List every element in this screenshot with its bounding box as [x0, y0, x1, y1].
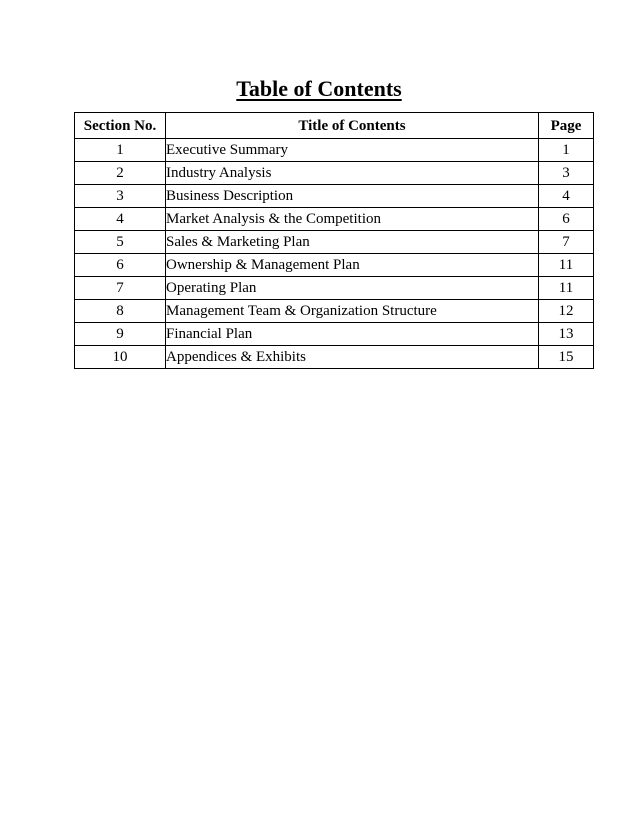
section-number: 2	[75, 162, 166, 185]
section-number: 8	[75, 300, 166, 323]
section-number: 3	[75, 185, 166, 208]
page-number: 11	[539, 254, 594, 277]
toc-header-row	[75, 113, 594, 139]
section-title: Financial Plan	[166, 323, 539, 346]
page-title: Table of Contents	[236, 76, 402, 101]
section-number: 6	[75, 254, 166, 277]
page-number: 13	[539, 323, 594, 346]
section-number: 9	[75, 323, 166, 346]
page-number: 12	[539, 300, 594, 323]
section-title: Appendices & Exhibits	[166, 346, 539, 369]
table-row	[75, 162, 594, 185]
toc-table	[74, 112, 594, 369]
table-row	[75, 254, 594, 277]
section-number: 7	[75, 277, 166, 300]
section-title: Industry Analysis	[166, 162, 539, 185]
section-number: 10	[75, 346, 166, 369]
table-row	[75, 277, 594, 300]
header-title-of-contents: Title of Contents	[166, 113, 539, 139]
page-number: 11	[539, 277, 594, 300]
table-row	[75, 300, 594, 323]
page-number: 15	[539, 346, 594, 369]
header-section-no: Section No.	[75, 113, 166, 139]
section-title: Sales & Marketing Plan	[166, 231, 539, 254]
page-number: 4	[539, 185, 594, 208]
section-title: Operating Plan	[166, 277, 539, 300]
table-row	[75, 346, 594, 369]
header-page: Page	[539, 113, 594, 139]
section-number: 4	[75, 208, 166, 231]
section-number: 1	[75, 139, 166, 162]
section-title: Business Description	[166, 185, 539, 208]
page-number: 6	[539, 208, 594, 231]
table-row	[75, 185, 594, 208]
section-title: Market Analysis & the Competition	[166, 208, 539, 231]
section-number: 5	[75, 231, 166, 254]
page-number: 1	[539, 139, 594, 162]
section-title: Management Team & Organization Structure	[166, 300, 539, 323]
section-title: Ownership & Management Plan	[166, 254, 539, 277]
page-number: 3	[539, 162, 594, 185]
table-row	[75, 208, 594, 231]
table-row	[75, 323, 594, 346]
table-row	[75, 139, 594, 162]
section-title: Executive Summary	[166, 139, 539, 162]
table-row	[75, 231, 594, 254]
page-number: 7	[539, 231, 594, 254]
